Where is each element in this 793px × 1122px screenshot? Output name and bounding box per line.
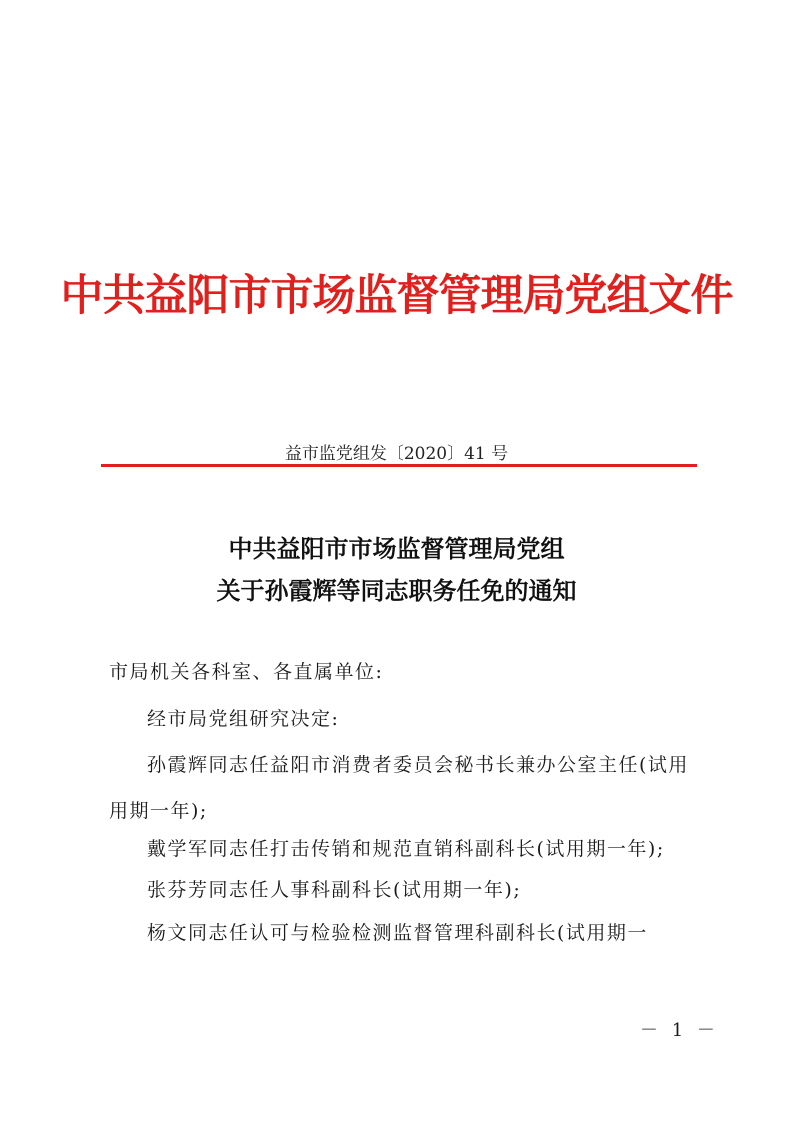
document-masthead: 中共益阳市市场监督管理局党组文件	[60, 271, 733, 321]
document-number: 益市监党组发〔2020〕41 号	[284, 444, 509, 464]
body-line-appointment-1-cont: 用期一年);	[109, 800, 208, 822]
body-line-appointment-2: 戴学军同志任打击传销和规范直销科副科长(试用期一年);	[147, 838, 665, 860]
addressee: 市局机关各科室、各直属单位:	[109, 661, 384, 683]
document-title-line-2: 关于孙霞辉等同志职务任免的通知	[216, 577, 577, 605]
body-line-intro: 经市局党组研究决定:	[147, 708, 340, 730]
body-line-appointment-3: 张芬芳同志任人事科副科长(试用期一年);	[147, 879, 522, 901]
document-title-line-1: 中共益阳市市场监督管理局党组	[228, 535, 565, 563]
page-number: － 1 －	[640, 1020, 719, 1041]
red-divider-line	[101, 464, 697, 467]
body-line-appointment-4: 杨文同志任认可与检验检测监督管理科副科长(试用期一	[147, 922, 648, 944]
body-line-appointment-1: 孙霞辉同志任益阳市消费者委员会秘书长兼办公室主任(试用	[147, 754, 689, 776]
